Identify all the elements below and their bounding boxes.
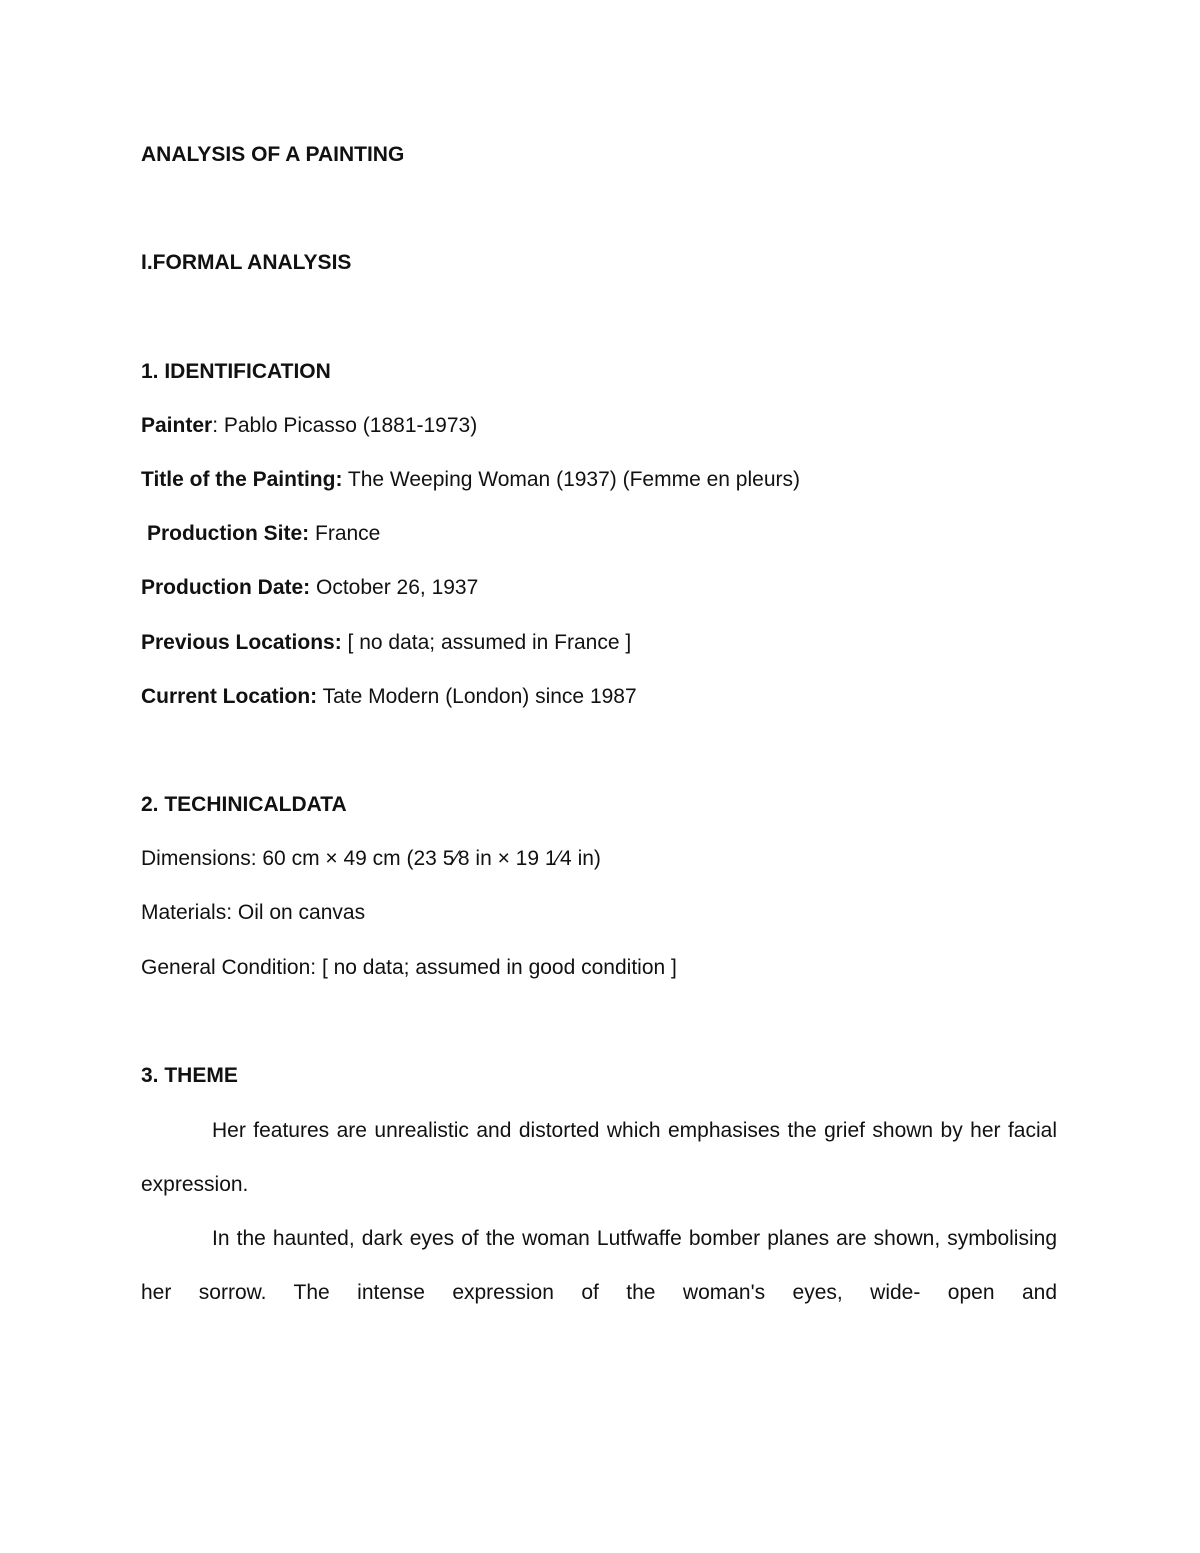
technical-materials: Materials: Oil on canvas xyxy=(141,901,366,924)
field-painter xyxy=(141,413,477,439)
field-value: : Pablo Picasso (1881-1973) xyxy=(212,414,478,437)
heading-technical-data: 2. TECHINICALDATA xyxy=(141,793,347,816)
field-previous-locations xyxy=(141,630,631,656)
field-value: France xyxy=(309,522,381,545)
field-current-location xyxy=(141,684,637,710)
theme-paragraph-1: Her features are unrealistic and distorted which emphasises the grief shown by her facial expression. xyxy=(141,1119,1057,1196)
field-label: Current Location: xyxy=(141,685,318,708)
field-label: Previous Locations: xyxy=(141,631,342,654)
field-value: Tate Modern (London) since 1987 xyxy=(317,685,637,708)
field-label: Production Site: xyxy=(147,522,310,545)
field-title-of-painting xyxy=(141,467,800,493)
section-heading-formal-analysis: I.FORMAL ANALYSIS xyxy=(141,251,352,274)
field-production-site xyxy=(147,521,380,547)
heading-theme: 3. THEME xyxy=(141,1064,238,1087)
field-value: The Weeping Woman (1937) (Femme en pleurs) xyxy=(342,468,800,491)
heading-identification: 1. IDENTIFICATION xyxy=(141,360,331,383)
field-value: [ no data; assumed in France ] xyxy=(341,631,632,654)
field-value: October 26, 1937 xyxy=(310,576,479,599)
technical-general-condition: General Condition: [ no data; assumed in good condition ] xyxy=(141,956,677,979)
theme-paragraph-2: In the haunted, dark eyes of the woman Lutfwaffe bomber planes are shown, symbolising her sorrow. The intense expression of the woman's eyes, wide- open and xyxy=(141,1227,1057,1304)
technical-dimensions: Dimensions: 60 cm × 49 cm (23 5⁄8 in × 19 1⁄4 in) xyxy=(141,847,601,870)
field-label: Production Date: xyxy=(141,576,311,599)
field-label: Painter xyxy=(141,414,213,437)
document-title: ANALYSIS OF A PAINTING xyxy=(141,143,405,166)
field-production-date xyxy=(141,575,478,601)
field-label: Title of the Painting: xyxy=(141,468,343,491)
